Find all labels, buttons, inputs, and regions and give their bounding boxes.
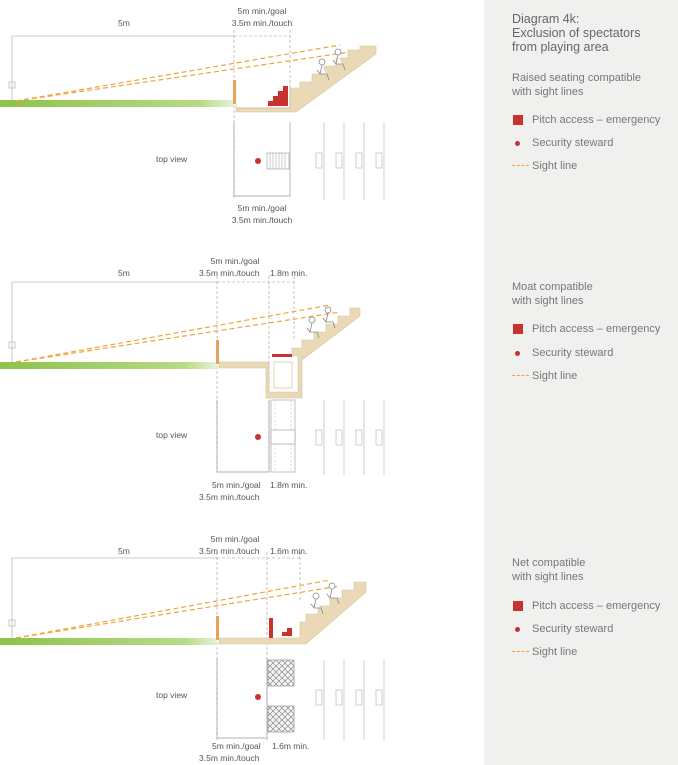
clearance-label-goal: 5m min./goal [237, 203, 287, 213]
red-dot-icon [512, 138, 532, 148]
clearance-label-touch: 3.5m min./touch [199, 268, 260, 278]
legend-label: Pitch access – emergency [532, 114, 661, 126]
legend-item-pitch-access [512, 323, 660, 336]
distance-label: 5m [118, 268, 130, 278]
legend-label: Pitch access – emergency [532, 323, 661, 335]
raised-seating-structure [236, 46, 376, 112]
diagram-net [0, 552, 384, 740]
legend-item-steward [512, 137, 613, 150]
legend-item-sight-line [512, 646, 577, 659]
diagram-raised-seating [0, 30, 384, 200]
red-square-icon [512, 115, 532, 125]
subtitle-line: with sight lines [512, 86, 584, 98]
dashed-line-icon [512, 647, 532, 657]
clearance-label-goal: 5m min./goal [212, 741, 261, 751]
legend-item-sight-line [512, 160, 577, 173]
clearance-label-goal: 5m min./goal [212, 480, 261, 490]
perimeter-barrier [216, 616, 219, 640]
net-panel [268, 706, 294, 732]
clearance-label-touch: 3.5m min./touch [199, 753, 260, 763]
subtitle-line: Net compatible [512, 557, 586, 569]
legend-label: Sight line [532, 160, 578, 172]
legend-item-steward [512, 623, 613, 636]
pitch-access-bridge [272, 354, 292, 357]
steward-dot [255, 434, 261, 440]
diagram-title-line: from playing area [512, 40, 609, 54]
pitch-grass [0, 100, 234, 107]
diagram-title [512, 12, 672, 54]
diagram-moat [0, 276, 384, 475]
net-structure [219, 582, 366, 644]
legend-label: Security steward [532, 137, 614, 149]
seating-aisles-plan [316, 400, 384, 475]
legend-item-sight-line [512, 370, 577, 383]
clearance-label-touch: 3.5m min./touch [199, 492, 260, 502]
clearance-label-touch: 3.5m min./touch [231, 215, 293, 225]
moat-width-label: 1.8m min. [270, 480, 308, 490]
legend-label: Security steward [532, 623, 614, 635]
legend-item-pitch-access [512, 600, 660, 613]
legend-label: Sight line [532, 370, 578, 382]
red-dot-icon [512, 348, 532, 358]
seating-aisles-plan [316, 660, 384, 740]
pitch-access-steps [268, 86, 288, 106]
clearance-label-goal: 5m min./goal [237, 6, 287, 16]
pitch-grass [0, 362, 217, 369]
sight-line [16, 305, 330, 362]
dashed-line-icon [512, 371, 532, 381]
steward-dot [255, 694, 261, 700]
top-view-label: top view [156, 430, 188, 440]
section-subtitle [512, 280, 672, 308]
legend-item-pitch-access [512, 114, 660, 127]
top-view-label: top view [156, 154, 188, 164]
perimeter-barrier [216, 340, 219, 364]
subtitle-line: with sight lines [512, 571, 584, 583]
net-width-label: 1.6m min. [272, 741, 310, 751]
clearance-label-goal: 5m min./goal [210, 534, 260, 544]
seating-aisles-plan [316, 122, 384, 200]
red-square-icon [512, 324, 532, 334]
section-subtitle [512, 556, 672, 584]
clearance-label-goal: 5m min./goal [210, 256, 260, 266]
red-dot-icon [512, 624, 532, 634]
subtitle-line: with sight lines [512, 295, 584, 307]
moat-width-label: 1.8m min. [270, 268, 308, 278]
pitch-access-steps [282, 628, 292, 636]
legend-label: Sight line [532, 646, 578, 658]
subtitle-line: Moat compatible [512, 281, 593, 293]
sight-line [16, 580, 330, 638]
dashed-line-icon [512, 161, 532, 171]
clearance-label-touch: 3.5m min./touch [231, 18, 293, 28]
distance-label: 5m [118, 546, 130, 556]
legend-item-steward [512, 347, 613, 360]
diagram-title-line: Exclusion of spectators [512, 26, 641, 40]
section-subtitle [512, 71, 672, 99]
red-square-icon [512, 601, 532, 611]
steward-dot [255, 158, 261, 164]
perimeter-barrier [233, 80, 236, 104]
net-panel [268, 660, 294, 686]
legend-label: Pitch access – emergency [532, 600, 661, 612]
subtitle-line: Raised seating compatible [512, 72, 642, 84]
clearance-label-touch: 3.5m min./touch [199, 546, 260, 556]
pitch-grass [0, 638, 217, 645]
legend-label: Security steward [532, 347, 614, 359]
net-fence [269, 618, 273, 638]
net-width-label: 1.6m min. [270, 546, 308, 556]
diagram-title-line: Diagram 4k: [512, 12, 580, 26]
top-view-label: top view [156, 690, 188, 700]
distance-label: 5m [118, 18, 130, 28]
